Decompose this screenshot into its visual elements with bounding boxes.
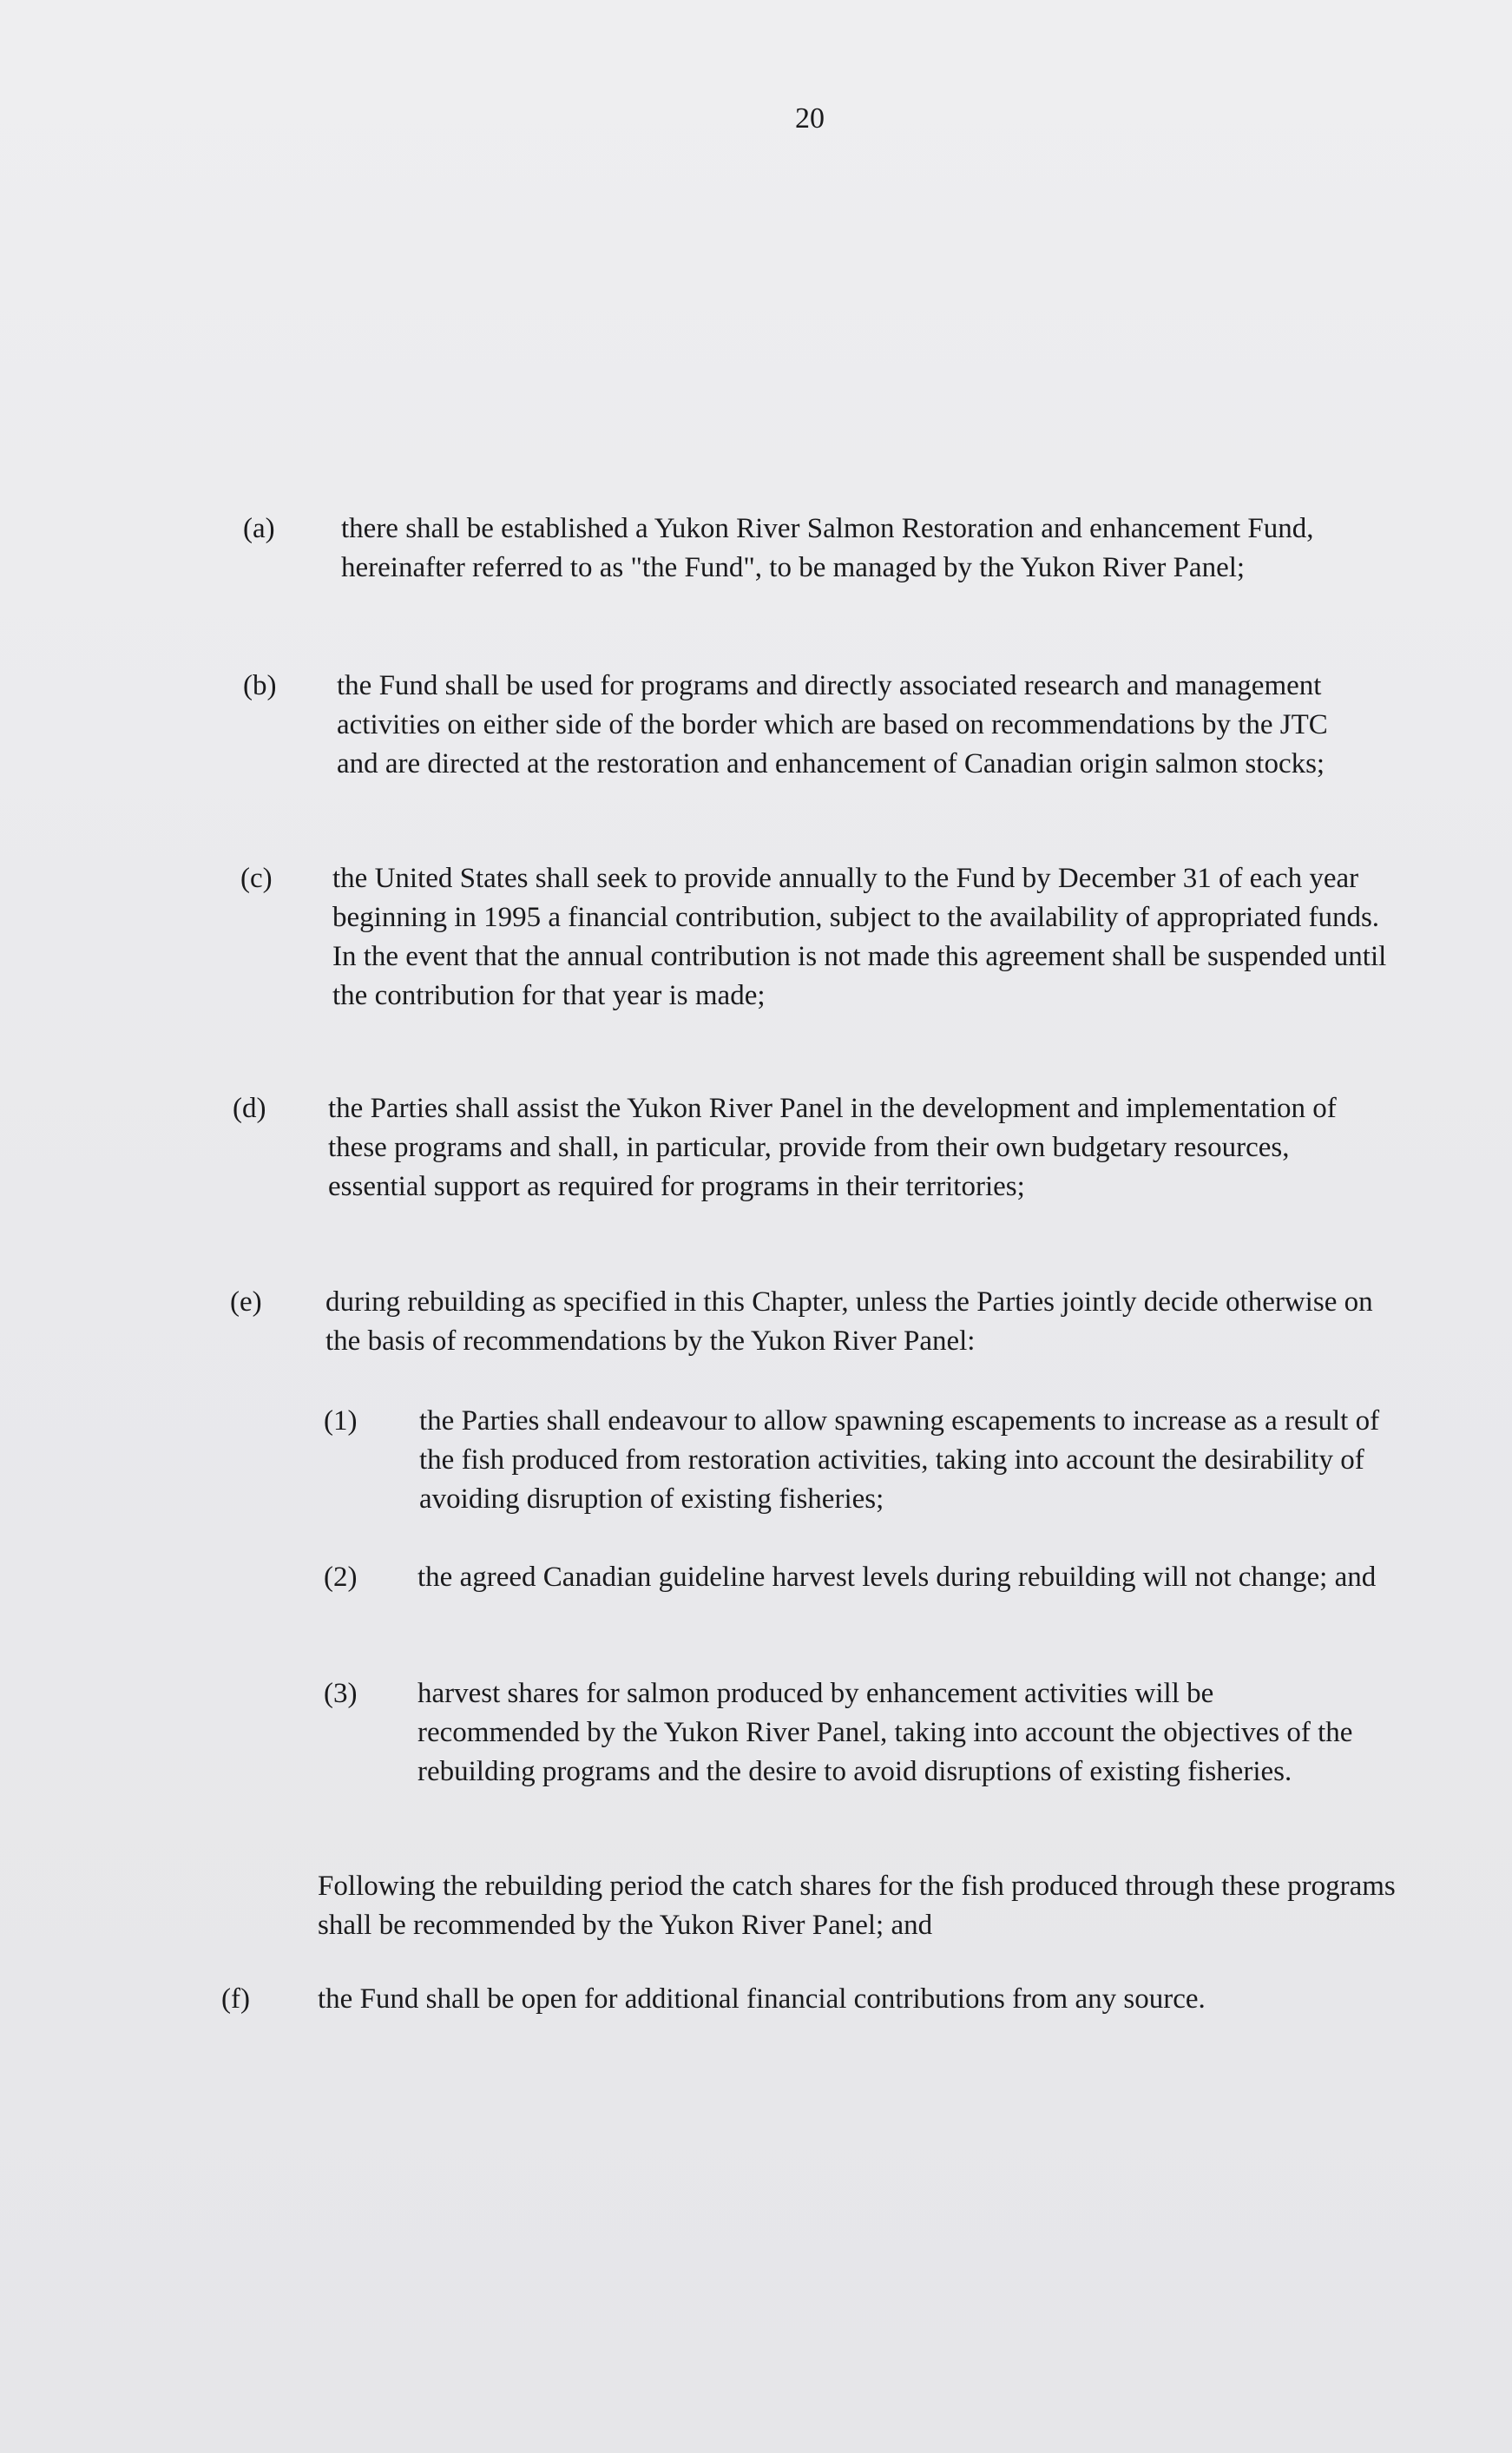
- clause-label: (b): [243, 670, 277, 701]
- clause-label: (c): [240, 863, 273, 894]
- clause-label: (f): [221, 1983, 250, 2015]
- clause-text: the Fund shall be open for additional financial contributions from any source.: [318, 1983, 1206, 2015]
- subclause-text: harvest shares for salmon produced by enhancement activities will be recommended by the Yukon River Panel, taking into account the objectives of the rebuilding programs and the desire to avoid disruptions of existing fisheries.: [417, 1678, 1353, 1787]
- clause-text: there shall be established a Yukon River Salmon Restoration and enhancement Fund, hereinafter referred to as "the Fund", to be managed by the Yukon River Panel;: [341, 513, 1314, 583]
- clause-text: the United States shall seek to provide annually to the Fund by December 31 of each year beginning in 1995 a financial contribution, subject to the availability of appropriated funds. In the event that the annual contribution is not made this agreement shall be suspended until the contribution for that year is made;: [332, 863, 1387, 1011]
- clause-text: the Fund shall be used for programs and directly associated research and management activities on either side of the border which are based on recommendations by the JTC and are directed at the restoration and enhancement of Canadian origin salmon stocks;: [337, 670, 1328, 779]
- clause-label: (e): [230, 1286, 262, 1318]
- clause-text: the Parties shall assist the Yukon River Panel in the development and implementation of these programs and shall, in particular, provide from their own budgetary resources, essential support as required for programs in their territories;: [328, 1093, 1337, 1202]
- page-number: 20: [795, 102, 825, 135]
- subclause-text: the Parties shall endeavour to allow spawning escapements to increase as a result of the fish produced from restoration activities, taking into account the desirability of avoiding disruption of existing fisheries;: [419, 1405, 1380, 1515]
- subclause-text: the agreed Canadian guideline harvest levels during rebuilding will not change; and: [417, 1562, 1377, 1593]
- subclause-label: (3): [324, 1678, 358, 1709]
- subclause-label: (1): [324, 1405, 358, 1437]
- clause-label: (d): [233, 1093, 266, 1124]
- subclause-label: (2): [324, 1562, 358, 1593]
- following-paragraph: Following the rebuilding period the catch shares for the fish produced through these programs shall be recommended by the Yukon River Panel; and: [318, 1871, 1396, 1941]
- clause-label: (a): [243, 513, 275, 544]
- clause-text: during rebuilding as specified in this Chapter, unless the Parties jointly decide otherwise on the basis of recommendations by the Yukon River Panel:: [325, 1286, 1373, 1357]
